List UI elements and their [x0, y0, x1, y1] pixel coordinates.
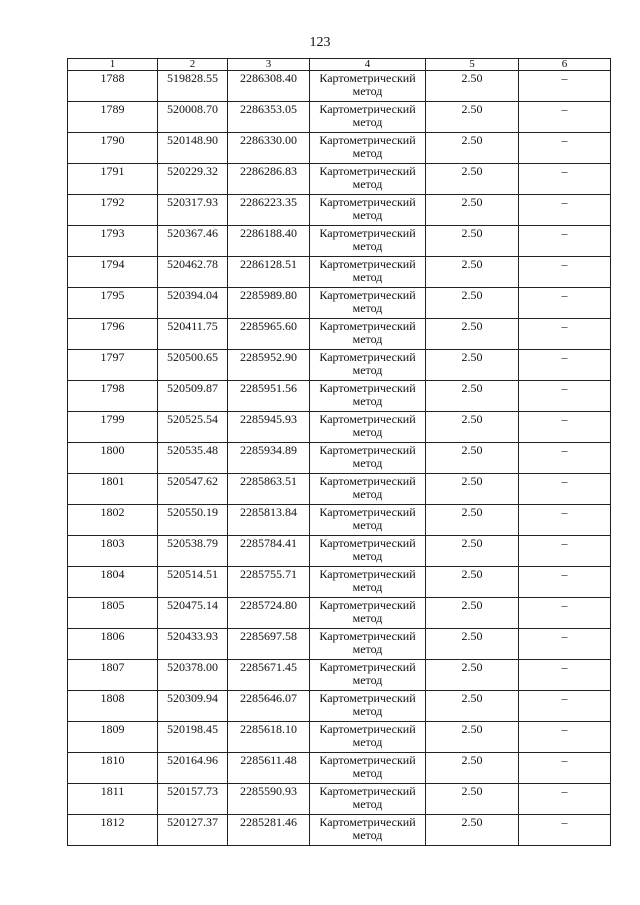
accuracy-cell: 2.50 — [426, 691, 519, 722]
table-body — [68, 71, 611, 846]
accuracy-cell: 2.50 — [426, 598, 519, 629]
x-coordinate-cell: 520462.78 — [158, 257, 228, 288]
accuracy-cell: 2.50 — [426, 350, 519, 381]
column-header-5: 5 — [426, 59, 519, 71]
table-row — [68, 784, 611, 815]
method-cell: Картометрический метод — [310, 443, 426, 474]
accuracy-cell: 2.50 — [426, 102, 519, 133]
table-row — [68, 381, 611, 412]
point-number-cell: 1810 — [68, 753, 158, 784]
note-cell: – — [519, 164, 611, 195]
note-cell: – — [519, 133, 611, 164]
table-row — [68, 350, 611, 381]
y-coordinate-cell: 2285697.58 — [228, 629, 310, 660]
y-coordinate-cell: 2285945.93 — [228, 412, 310, 443]
y-coordinate-cell: 2285671.45 — [228, 660, 310, 691]
y-coordinate-cell: 2285965.60 — [228, 319, 310, 350]
table-row — [68, 71, 611, 102]
accuracy-cell: 2.50 — [426, 381, 519, 412]
table-row — [68, 226, 611, 257]
x-coordinate-cell: 520394.04 — [158, 288, 228, 319]
table-row — [68, 722, 611, 753]
y-coordinate-cell: 2285755.71 — [228, 567, 310, 598]
y-coordinate-cell: 2286128.51 — [228, 257, 310, 288]
note-cell: – — [519, 71, 611, 102]
method-cell: Картометрический метод — [310, 753, 426, 784]
method-cell: Картометрический метод — [310, 567, 426, 598]
point-number-cell: 1788 — [68, 71, 158, 102]
method-cell: Картометрический метод — [310, 412, 426, 443]
table-row — [68, 474, 611, 505]
table-row — [68, 443, 611, 474]
point-number-cell: 1809 — [68, 722, 158, 753]
accuracy-cell: 2.50 — [426, 722, 519, 753]
column-header-2: 2 — [158, 59, 228, 71]
method-cell: Картометрический метод — [310, 195, 426, 226]
point-number-cell: 1805 — [68, 598, 158, 629]
x-coordinate-cell: 520127.37 — [158, 815, 228, 846]
method-cell: Картометрический метод — [310, 691, 426, 722]
accuracy-cell: 2.50 — [426, 536, 519, 567]
table-row — [68, 660, 611, 691]
table-row — [68, 505, 611, 536]
point-number-cell: 1789 — [68, 102, 158, 133]
method-cell: Картометрический метод — [310, 71, 426, 102]
y-coordinate-cell: 2285611.48 — [228, 753, 310, 784]
method-cell: Картометрический метод — [310, 133, 426, 164]
point-number-cell: 1806 — [68, 629, 158, 660]
note-cell: – — [519, 629, 611, 660]
note-cell: – — [519, 443, 611, 474]
note-cell: – — [519, 536, 611, 567]
table-row — [68, 288, 611, 319]
point-number-cell: 1811 — [68, 784, 158, 815]
point-number-cell: 1807 — [68, 660, 158, 691]
note-cell: – — [519, 784, 611, 815]
note-cell: – — [519, 319, 611, 350]
note-cell: – — [519, 102, 611, 133]
accuracy-cell: 2.50 — [426, 505, 519, 536]
method-cell: Картометрический метод — [310, 598, 426, 629]
column-header-4: 4 — [310, 59, 426, 71]
note-cell: – — [519, 257, 611, 288]
x-coordinate-cell: 520525.54 — [158, 412, 228, 443]
method-cell: Картометрический метод — [310, 505, 426, 536]
page-number: 123 — [309, 35, 331, 50]
x-coordinate-cell: 520411.75 — [158, 319, 228, 350]
accuracy-cell: 2.50 — [426, 226, 519, 257]
y-coordinate-cell: 2285951.56 — [228, 381, 310, 412]
point-number-cell: 1812 — [68, 815, 158, 846]
y-coordinate-cell: 2286353.05 — [228, 102, 310, 133]
accuracy-cell: 2.50 — [426, 660, 519, 691]
point-number-cell: 1798 — [68, 381, 158, 412]
table-row — [68, 691, 611, 722]
method-cell: Картометрический метод — [310, 536, 426, 567]
x-coordinate-cell: 520309.94 — [158, 691, 228, 722]
accuracy-cell: 2.50 — [426, 71, 519, 102]
x-coordinate-cell: 520198.45 — [158, 722, 228, 753]
accuracy-cell: 2.50 — [426, 257, 519, 288]
point-number-cell: 1791 — [68, 164, 158, 195]
y-coordinate-cell: 2286330.00 — [228, 133, 310, 164]
accuracy-cell: 2.50 — [426, 784, 519, 815]
table-row — [68, 195, 611, 226]
y-coordinate-cell: 2285952.90 — [228, 350, 310, 381]
x-coordinate-cell: 520367.46 — [158, 226, 228, 257]
point-number-cell: 1801 — [68, 474, 158, 505]
method-cell: Картометрический метод — [310, 784, 426, 815]
method-cell: Картометрический метод — [310, 722, 426, 753]
point-number-cell: 1790 — [68, 133, 158, 164]
point-number-cell: 1793 — [68, 226, 158, 257]
y-coordinate-cell: 2286308.40 — [228, 71, 310, 102]
x-coordinate-cell: 520433.93 — [158, 629, 228, 660]
x-coordinate-cell: 520500.65 — [158, 350, 228, 381]
x-coordinate-cell: 520378.00 — [158, 660, 228, 691]
method-cell: Картометрический метод — [310, 226, 426, 257]
x-coordinate-cell: 520008.70 — [158, 102, 228, 133]
note-cell: – — [519, 288, 611, 319]
y-coordinate-cell: 2285934.89 — [228, 443, 310, 474]
table-row — [68, 164, 611, 195]
table-row — [68, 133, 611, 164]
note-cell: – — [519, 505, 611, 536]
column-header-1: 1 — [68, 59, 158, 71]
method-cell: Картометрический метод — [310, 350, 426, 381]
method-cell: Картометрический метод — [310, 164, 426, 195]
table-row — [68, 567, 611, 598]
accuracy-cell: 2.50 — [426, 815, 519, 846]
note-cell: – — [519, 195, 611, 226]
x-coordinate-cell: 520538.79 — [158, 536, 228, 567]
accuracy-cell: 2.50 — [426, 164, 519, 195]
accuracy-cell: 2.50 — [426, 319, 519, 350]
point-number-cell: 1795 — [68, 288, 158, 319]
point-number-cell: 1794 — [68, 257, 158, 288]
table-row — [68, 319, 611, 350]
method-cell: Картометрический метод — [310, 257, 426, 288]
y-coordinate-cell: 2286286.83 — [228, 164, 310, 195]
y-coordinate-cell: 2285813.84 — [228, 505, 310, 536]
header-row — [68, 59, 611, 71]
table-row — [68, 629, 611, 660]
note-cell: – — [519, 815, 611, 846]
note-cell: – — [519, 598, 611, 629]
accuracy-cell: 2.50 — [426, 133, 519, 164]
point-number-cell: 1808 — [68, 691, 158, 722]
y-coordinate-cell: 2285724.80 — [228, 598, 310, 629]
x-coordinate-cell: 520535.48 — [158, 443, 228, 474]
point-number-cell: 1797 — [68, 350, 158, 381]
column-header-3: 3 — [228, 59, 310, 71]
x-coordinate-cell: 520514.51 — [158, 567, 228, 598]
y-coordinate-cell: 2286188.40 — [228, 226, 310, 257]
method-cell: Картометрический метод — [310, 629, 426, 660]
note-cell: – — [519, 381, 611, 412]
x-coordinate-cell: 520148.90 — [158, 133, 228, 164]
method-cell: Картометрический метод — [310, 660, 426, 691]
note-cell: – — [519, 474, 611, 505]
note-cell: – — [519, 350, 611, 381]
x-coordinate-cell: 520157.73 — [158, 784, 228, 815]
method-cell: Картометрический метод — [310, 815, 426, 846]
accuracy-cell: 2.50 — [426, 753, 519, 784]
y-coordinate-cell: 2285863.51 — [228, 474, 310, 505]
x-coordinate-cell: 520475.14 — [158, 598, 228, 629]
point-number-cell: 1802 — [68, 505, 158, 536]
accuracy-cell: 2.50 — [426, 443, 519, 474]
x-coordinate-cell: 520547.62 — [158, 474, 228, 505]
note-cell: – — [519, 722, 611, 753]
point-number-cell: 1803 — [68, 536, 158, 567]
note-cell: – — [519, 412, 611, 443]
accuracy-cell: 2.50 — [426, 195, 519, 226]
table-row — [68, 102, 611, 133]
accuracy-cell: 2.50 — [426, 288, 519, 319]
table-row — [68, 536, 611, 567]
y-coordinate-cell: 2285590.93 — [228, 784, 310, 815]
method-cell: Картометрический метод — [310, 319, 426, 350]
method-cell: Картометрический метод — [310, 102, 426, 133]
y-coordinate-cell: 2285646.07 — [228, 691, 310, 722]
method-cell: Картометрический метод — [310, 381, 426, 412]
note-cell: – — [519, 660, 611, 691]
accuracy-cell: 2.50 — [426, 412, 519, 443]
y-coordinate-cell: 2285989.80 — [228, 288, 310, 319]
x-coordinate-cell: 520550.19 — [158, 505, 228, 536]
note-cell: – — [519, 691, 611, 722]
point-number-cell: 1804 — [68, 567, 158, 598]
x-coordinate-cell: 520164.96 — [158, 753, 228, 784]
table-row — [68, 598, 611, 629]
y-coordinate-cell: 2286223.35 — [228, 195, 310, 226]
note-cell: – — [519, 226, 611, 257]
table-row — [68, 815, 611, 846]
column-header-6: 6 — [519, 59, 611, 71]
table-header — [68, 59, 611, 71]
x-coordinate-cell: 520317.93 — [158, 195, 228, 226]
point-number-cell: 1792 — [68, 195, 158, 226]
coordinates-table — [67, 58, 611, 846]
point-number-cell: 1800 — [68, 443, 158, 474]
y-coordinate-cell: 2285784.41 — [228, 536, 310, 567]
table-row — [68, 412, 611, 443]
method-cell: Картометрический метод — [310, 474, 426, 505]
table-row — [68, 753, 611, 784]
table-row — [68, 257, 611, 288]
method-cell: Картометрический метод — [310, 288, 426, 319]
note-cell: – — [519, 567, 611, 598]
accuracy-cell: 2.50 — [426, 567, 519, 598]
note-cell: – — [519, 753, 611, 784]
y-coordinate-cell: 2285281.46 — [228, 815, 310, 846]
x-coordinate-cell: 519828.55 — [158, 71, 228, 102]
point-number-cell: 1796 — [68, 319, 158, 350]
x-coordinate-cell: 520509.87 — [158, 381, 228, 412]
y-coordinate-cell: 2285618.10 — [228, 722, 310, 753]
x-coordinate-cell: 520229.32 — [158, 164, 228, 195]
point-number-cell: 1799 — [68, 412, 158, 443]
accuracy-cell: 2.50 — [426, 474, 519, 505]
accuracy-cell: 2.50 — [426, 629, 519, 660]
